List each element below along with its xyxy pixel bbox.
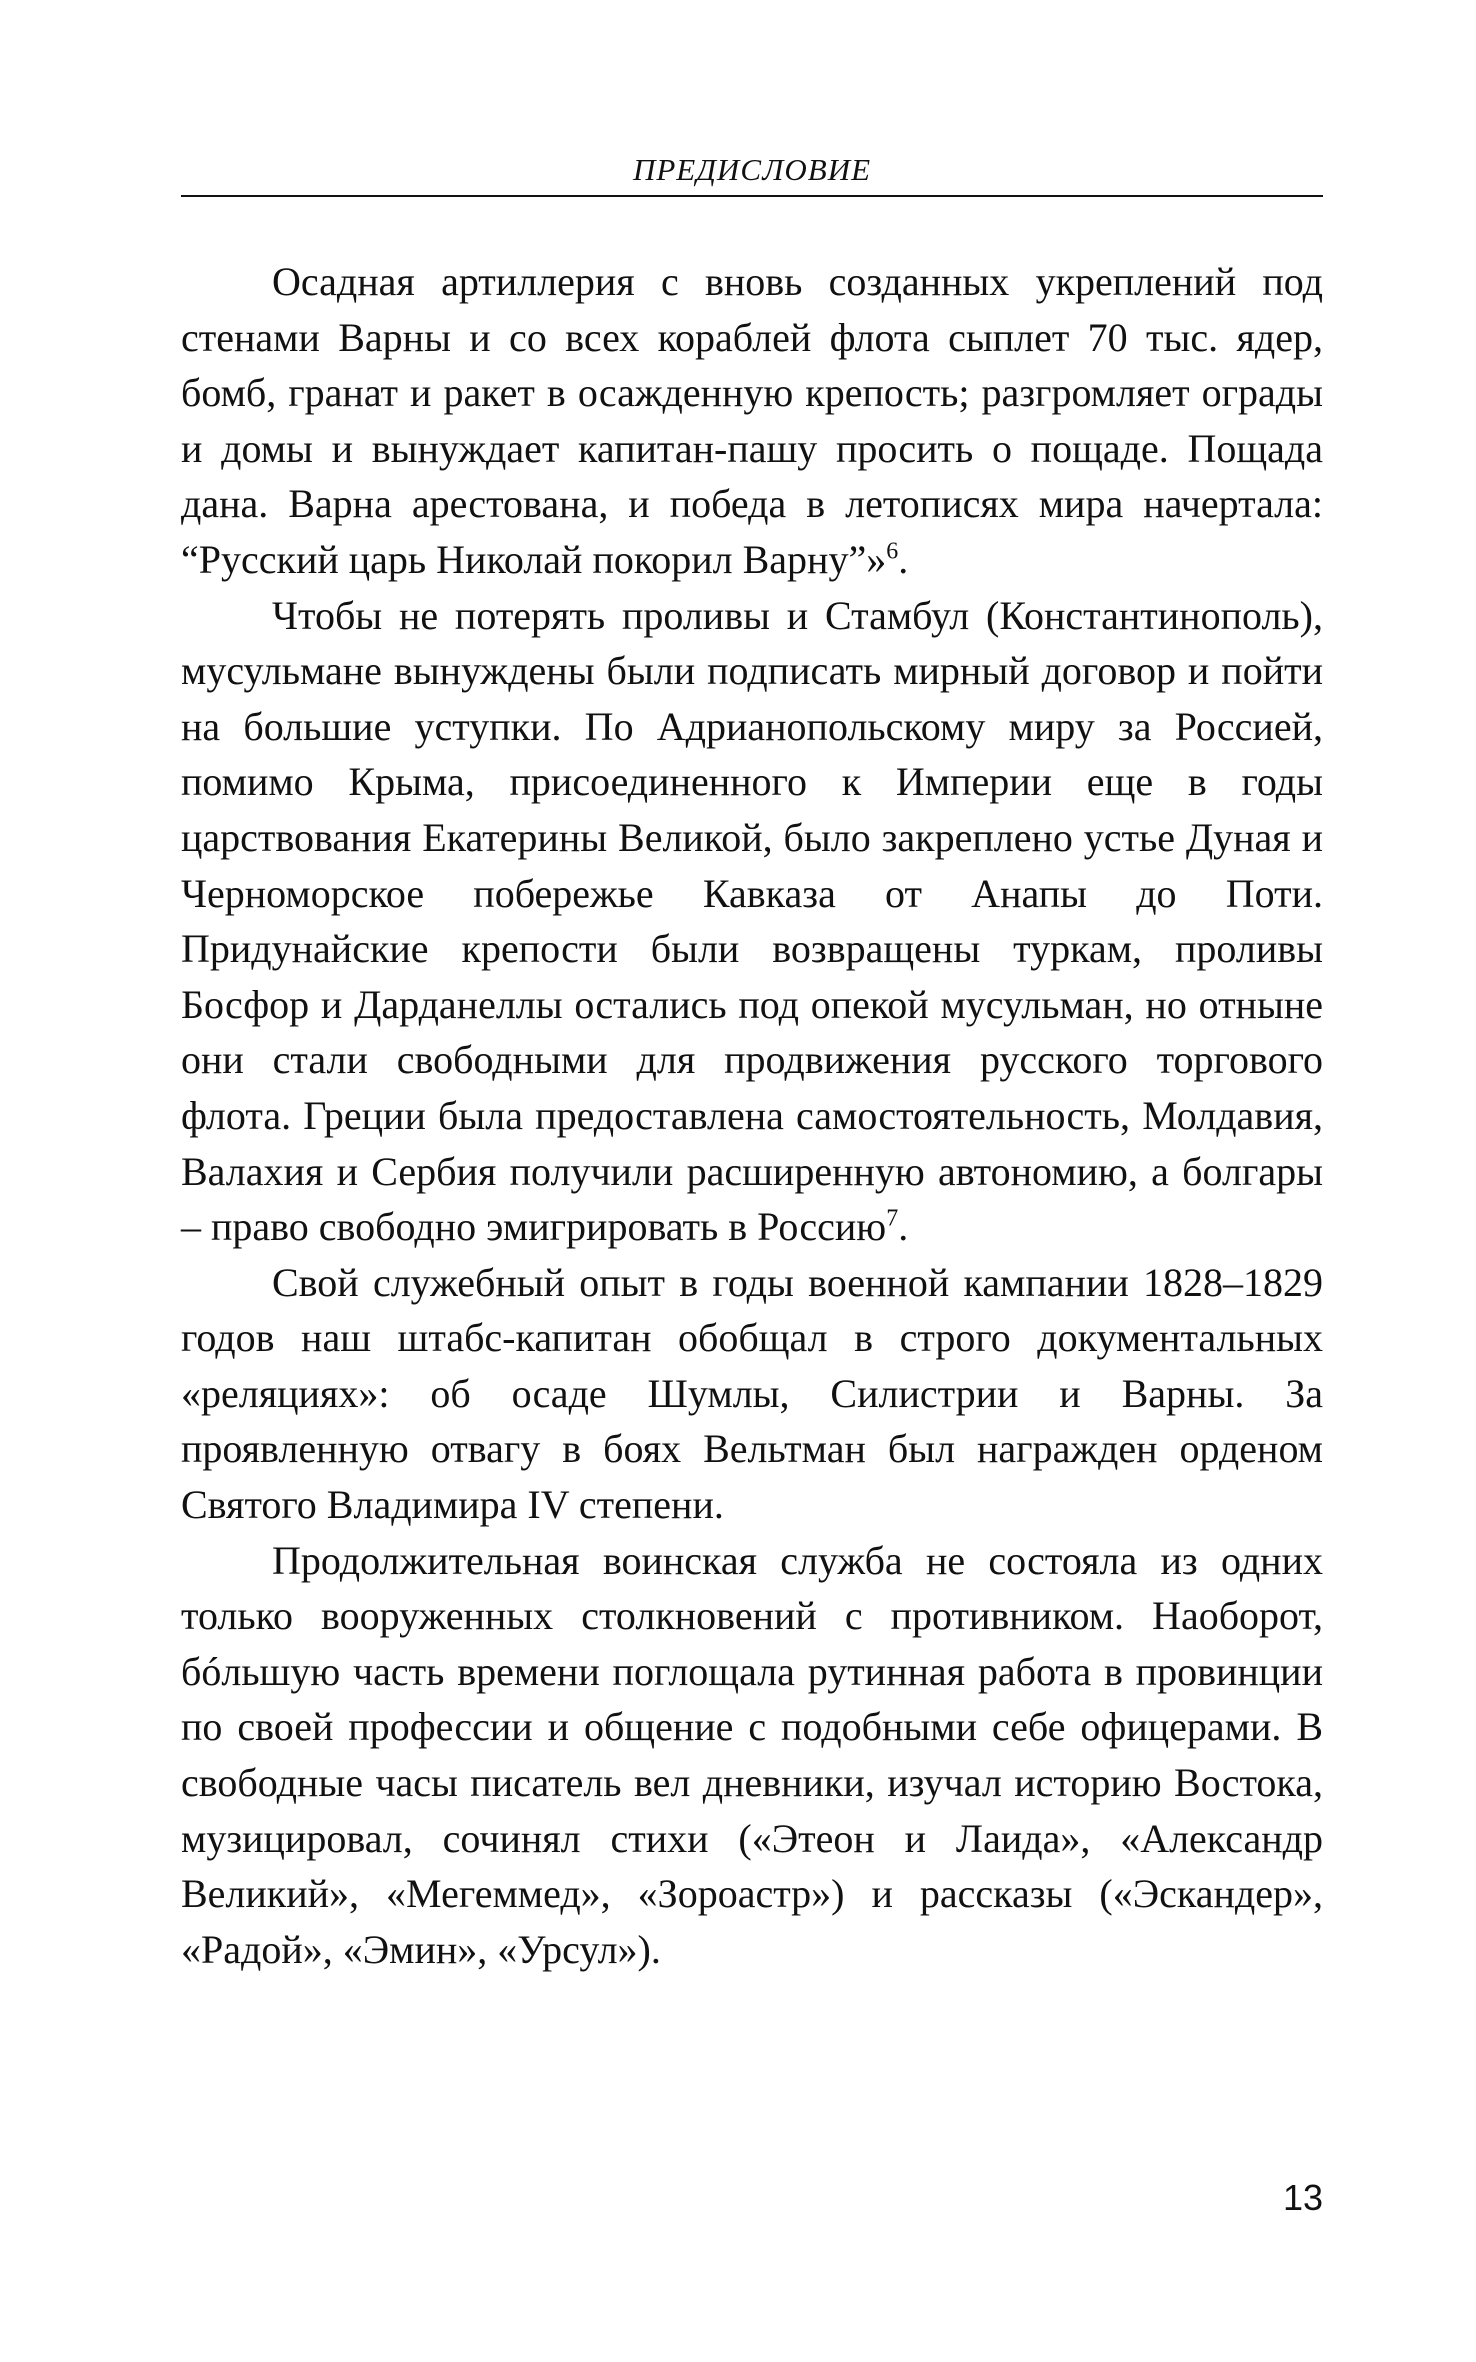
footnote-marker: 6 (886, 538, 899, 565)
paragraph (181, 1255, 1323, 1533)
footnote-marker: 7 (886, 1205, 899, 1232)
paragraph (181, 588, 1323, 1255)
paragraph-text: Продолжительная воинская служба не состояла из одних только вооруженных столкновений с противником. Наоборот, бóльшую часть времени поглощала рутинная работа в провинции по своей профессии и общение с подобными себе офицерами. В свободные часы писатель вел дневники, изучал историю Востока, музицировал, сочинял стихи («Этеон и Лаида», «Александр Великий», «Мегеммед», «Зороастр») и рассказы («Эскандер», «Радой», «Эмин», «Урсул»). (181, 1537, 1323, 1972)
paragraph-text: Чтобы не потерять проливы и Стамбул (Константинополь), мусульмане вынуждены были подписать мирный договор и пойти на большие уступки. По Адрианопольскому миру за Россией, помимо Крыма, присоединенного к Империи еще в годы царствования Екатерины Великой, было закреплено устье Дуная и Черноморское побережье Кавказа от Анапы до Поти. Придунайские крепости были возвращены туркам, проливы Босфор и Дарданеллы остались под опекой мусульман, но отныне они стали свободными для продвижения русского торгового флота. Греции была предоставлена самостоятельность, Молдавия, Валахия и Сербия получили расширенную автономию, а болгары – право свободно эмигрировать в Россию (181, 592, 1323, 1250)
paragraph-tail: . (898, 536, 909, 582)
paragraph (181, 254, 1323, 588)
running-head: ПРЕДИСЛОВИЕ (632, 152, 872, 187)
paragraph-tail: . (898, 1204, 909, 1250)
body-text (181, 254, 1323, 1977)
paragraph (181, 1533, 1323, 1978)
paragraph-text: Осадная артиллерия с вновь созданных укреплений под стенами Варны и со всех кораблей флота сыплет 70 тыс. ядер, бомб, гранат и ракет в осажденную крепость; разгромляет ограды и домы и вынуждает капитан-пашу просить о пощаде. Пощада дана. Варна арестована, и победа в летописях мира начертала: “Русский царь Николай покорил Варну”» (181, 259, 1323, 582)
header-rule (181, 195, 1323, 197)
paragraph-text: Свой служебный опыт в годы военной кампании 1828–1829 годов наш штабс-капитан обобщал в строго документальных «реляциях»: об осаде Шумлы, Силистрии и Варны. За проявленную отвагу в боях Вельтман был награжден орденом Святого Владимира IV степени. (181, 1259, 1323, 1528)
page-number: 13 (1282, 2177, 1323, 2218)
